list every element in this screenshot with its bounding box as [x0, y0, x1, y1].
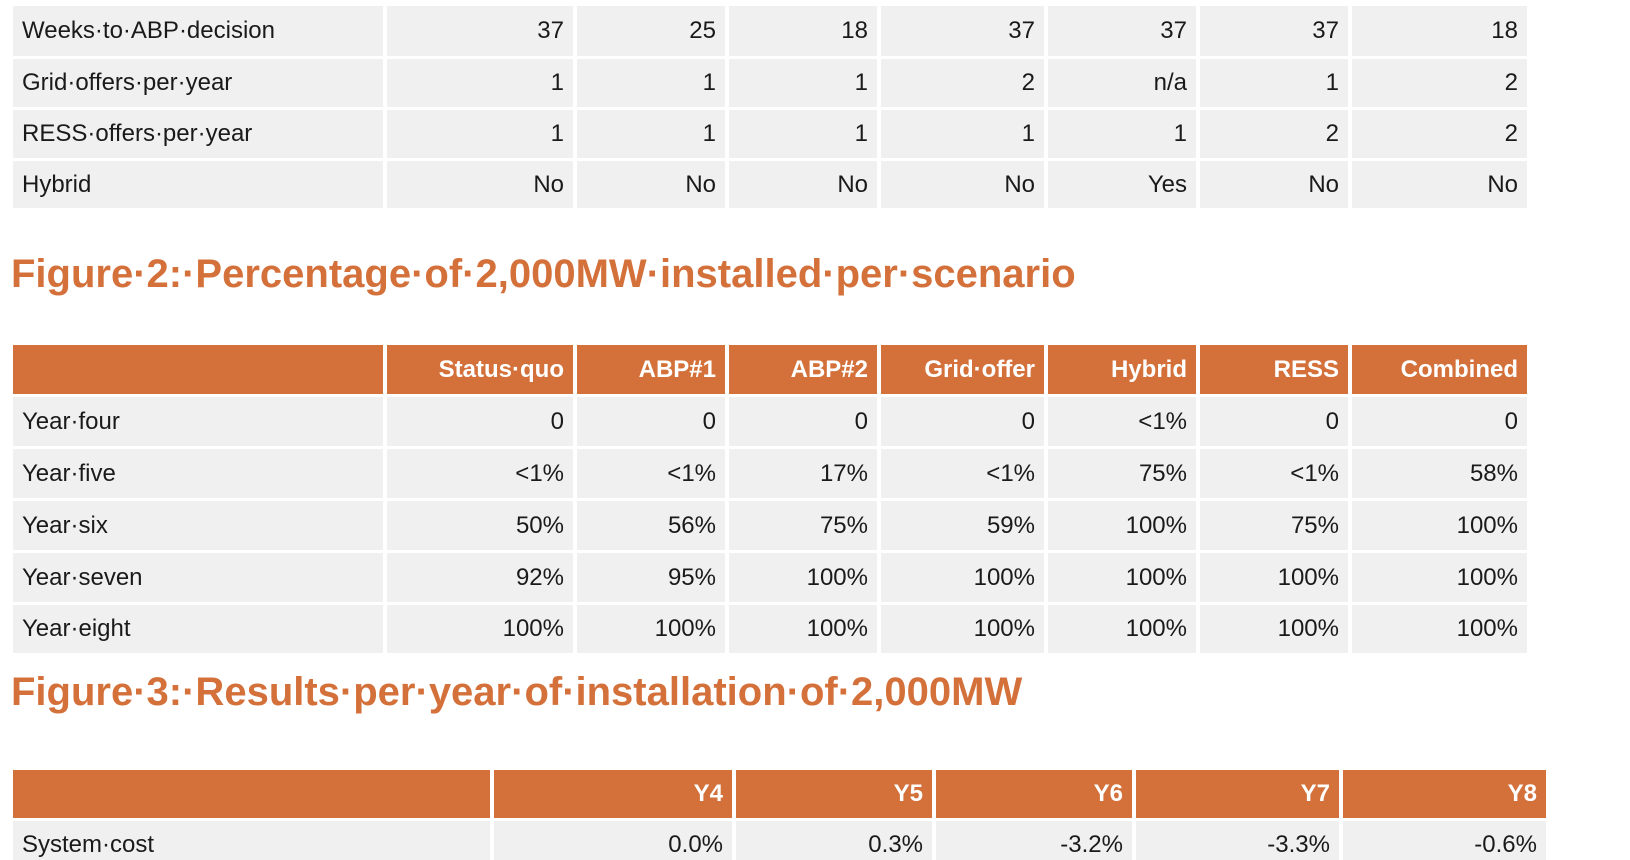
table-cell: 1 [729, 110, 877, 158]
table-cell: No [387, 161, 573, 208]
table-cell: 100% [1200, 553, 1348, 602]
table-cell: 0 [577, 397, 725, 446]
table-cell: 100% [1200, 605, 1348, 653]
table-cell: 2 [1352, 59, 1527, 107]
table-cell: 0 [1352, 397, 1527, 446]
table-cell: 92% [387, 553, 573, 602]
table-row [13, 110, 1527, 158]
percentage-installed-table [9, 342, 1531, 656]
table-cell: 1 [387, 110, 573, 158]
table-row [13, 6, 1527, 56]
row-label: Year·six [13, 501, 383, 550]
table-cell: <1% [1048, 397, 1196, 446]
column-header: Y6 [936, 770, 1132, 818]
column-header: Combined [1352, 345, 1527, 394]
table-cell: <1% [387, 449, 573, 498]
column-header: Y8 [1343, 770, 1546, 818]
header-corner-cell [13, 345, 383, 394]
table-cell: No [577, 161, 725, 208]
table-cell: 75% [1048, 449, 1196, 498]
row-label: Year·seven [13, 553, 383, 602]
table-cell: 1 [577, 110, 725, 158]
table-cell: No [1200, 161, 1348, 208]
table-cell: 100% [729, 553, 877, 602]
column-header: Y4 [494, 770, 732, 818]
column-header: ABP#2 [729, 345, 877, 394]
table-cell: 0.0% [494, 821, 732, 860]
table-cell: 1 [577, 59, 725, 107]
table-cell: 2 [1200, 110, 1348, 158]
table-cell: No [881, 161, 1044, 208]
table-cell: n/a [1048, 59, 1196, 107]
table-cell: 17% [729, 449, 877, 498]
column-header: Y5 [736, 770, 932, 818]
table-cell: 100% [881, 605, 1044, 653]
table-cell: 58% [1352, 449, 1527, 498]
table-cell: 0 [881, 397, 1044, 446]
column-header: Grid·offer [881, 345, 1044, 394]
table-cell: 95% [577, 553, 725, 602]
header-corner-cell [13, 770, 490, 818]
results-per-year-table [9, 767, 1550, 860]
table-row [13, 449, 1527, 498]
table-row [13, 553, 1527, 602]
table-cell: 2 [881, 59, 1044, 107]
table-header-row [13, 770, 1546, 818]
table-cell: 1 [881, 110, 1044, 158]
column-header: Status·quo [387, 345, 573, 394]
table-row [13, 821, 1546, 860]
table-row [13, 161, 1527, 208]
table-row [13, 59, 1527, 107]
table-cell: -3.3% [1136, 821, 1339, 860]
table-cell: 18 [1352, 6, 1527, 56]
figure-2-title: Figure·2:·Percentage·of·2,000MW·installed·per·scenario [11, 252, 1076, 296]
figure-3-title: Figure·3:·Results·per·year·of·installation·of·2,000MW [11, 670, 1023, 714]
row-label: Grid·offers·per·year [13, 59, 383, 107]
table-cell: <1% [577, 449, 725, 498]
table-cell: 100% [881, 553, 1044, 602]
table-cell: 0 [387, 397, 573, 446]
table-row [13, 605, 1527, 653]
table-cell: 56% [577, 501, 725, 550]
column-header: ABP#1 [577, 345, 725, 394]
row-label: Year·five [13, 449, 383, 498]
table-cell: 37 [1200, 6, 1348, 56]
table-cell: 25 [577, 6, 725, 56]
column-header: Hybrid [1048, 345, 1196, 394]
table-cell: -3.2% [936, 821, 1132, 860]
table-cell: 1 [1048, 110, 1196, 158]
row-label: Year·four [13, 397, 383, 446]
table-cell: 100% [577, 605, 725, 653]
table-row [13, 501, 1527, 550]
table-cell: 75% [729, 501, 877, 550]
table-cell: 0 [729, 397, 877, 446]
table-header-row [13, 345, 1527, 394]
table-row [13, 397, 1527, 446]
scenario-parameters-table [9, 3, 1531, 211]
table-cell: 100% [387, 605, 573, 653]
row-label: RESS·offers·per·year [13, 110, 383, 158]
table-cell: Yes [1048, 161, 1196, 208]
table-cell: 0 [1200, 397, 1348, 446]
table-cell: -0.6% [1343, 821, 1546, 860]
table-cell: 100% [1048, 501, 1196, 550]
table-cell: 2 [1352, 110, 1527, 158]
table-cell: 100% [729, 605, 877, 653]
table-cell: 37 [1048, 6, 1196, 56]
table-cell: 100% [1048, 605, 1196, 653]
row-label: System·cost [13, 821, 490, 860]
row-label: Year·eight [13, 605, 383, 653]
table-cell: <1% [881, 449, 1044, 498]
table-cell: <1% [1200, 449, 1348, 498]
table-cell: 18 [729, 6, 877, 56]
table-cell: 1 [387, 59, 573, 107]
table-cell: 37 [387, 6, 573, 56]
table-cell: 50% [387, 501, 573, 550]
table-cell: 100% [1352, 553, 1527, 602]
column-header: Y7 [1136, 770, 1339, 818]
table-cell: 75% [1200, 501, 1348, 550]
table-cell: No [1352, 161, 1527, 208]
table-cell: 59% [881, 501, 1044, 550]
table-cell: 1 [729, 59, 877, 107]
table-cell: 1 [1200, 59, 1348, 107]
row-label: Hybrid [13, 161, 383, 208]
table-cell: 100% [1352, 605, 1527, 653]
row-label: Weeks·to·ABP·decision [13, 6, 383, 56]
table-cell: 100% [1352, 501, 1527, 550]
table-cell: 0.3% [736, 821, 932, 860]
table-cell: No [729, 161, 877, 208]
table-cell: 100% [1048, 553, 1196, 602]
column-header: RESS [1200, 345, 1348, 394]
table-cell: 37 [881, 6, 1044, 56]
